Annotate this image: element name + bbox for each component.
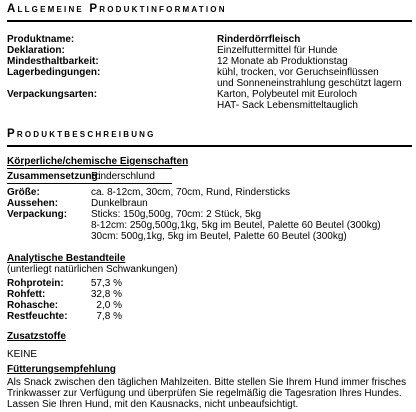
packaging-label: Verpackung: — [7, 209, 68, 220]
additives-value: KEINE — [7, 349, 38, 360]
appearance-value: Dunkelbraun — [91, 198, 148, 209]
feeding-line: Trinkwasser zur Verfügung und überprüfen Sie regelmäßig die Tagesration Ihres Hundes. — [7, 388, 402, 399]
analytical-heading: Analytische Bestandteile — [7, 253, 126, 264]
row-label: Deklaration: — [7, 45, 65, 56]
row-value: kühl, trocken, vor Geruchseinflüssen — [217, 67, 379, 78]
analytical-label: Rohasche: — [7, 300, 59, 311]
title-divider — [7, 20, 412, 22]
row-value: und Sonneneinstrahlung geschützt lagern — [217, 78, 402, 89]
analytical-value: 7,8 % — [96, 311, 122, 322]
row-label: Mindesthaltbarkeit: — [7, 56, 99, 67]
heading-rule — [7, 168, 172, 169]
packaging-line: Sticks: 150g,500g, 70cm: 2 Stück, 5kg — [91, 209, 262, 220]
packaging-line: 30cm: 500g,1kg, 5kg im Beutel, Palette 60 Beutel (300kg) — [91, 231, 347, 242]
composition-label: Zusammensetzung: — [7, 171, 101, 182]
size-label: Größe: — [7, 187, 40, 198]
row-value: Einzelfuttermittel für Hunde — [217, 45, 338, 56]
row-value: Rinderdörrfleisch — [217, 34, 301, 45]
row-value: Karton, Polybeutel mit Euroloch — [217, 89, 358, 100]
packaging-line: 8-12cm: 250g,500g,1kg, 5kg im Beutel, Palette 60 Beutel (300kg) — [91, 220, 381, 231]
row-label: Produktname: — [7, 34, 75, 45]
row-label: Lagerbedingungen: — [7, 67, 101, 78]
analytical-label: Rohprotein: — [7, 278, 64, 289]
size-value: ca. 8-12cm, 30cm, 70cm, Rund, Rindersticks — [91, 187, 290, 198]
composition-value: Rinderschlund — [91, 171, 155, 182]
feeding-line: Als Snack zwischen den täglichen Mahlzeiten. Bitte stellen Sie Ihrem Hund immer frisches — [7, 377, 407, 388]
feeding-line: Lassen Sie Ihren Hund, mit den Kausnacks, nicht unbeaufsichtigt. — [7, 399, 299, 410]
analytical-note: (unterliegt natürlichen Schwankungen) — [7, 264, 178, 275]
analytical-value: 2,0 % — [96, 300, 122, 311]
analytical-label: Rohfett: — [7, 289, 46, 300]
analytical-value: 32,8 % — [90, 289, 122, 300]
row-label: Verpackungsarten: — [7, 89, 98, 100]
row-value: 12 Monate ab Produktionstag — [217, 56, 348, 67]
analytical-value: 57,3 % — [90, 278, 122, 289]
feeding-heading: Fütterungsempfehlung — [7, 364, 116, 375]
analytical-label: Restfeuchte: — [7, 311, 68, 322]
general-info-title: Allgemeine Produktinformation — [7, 3, 227, 15]
additives-heading: Zusatzstoffe — [7, 331, 66, 342]
composition-rule — [7, 183, 172, 184]
product-description-title: Produktbeschreibung — [7, 128, 156, 140]
row-value: HAT- Sack Lebensmitteltauglich — [217, 100, 358, 111]
title-divider — [7, 145, 412, 147]
physical-properties-heading: Körperliche/chemische Eigenschaften — [7, 156, 189, 167]
appearance-label: Aussehen: — [7, 198, 59, 209]
